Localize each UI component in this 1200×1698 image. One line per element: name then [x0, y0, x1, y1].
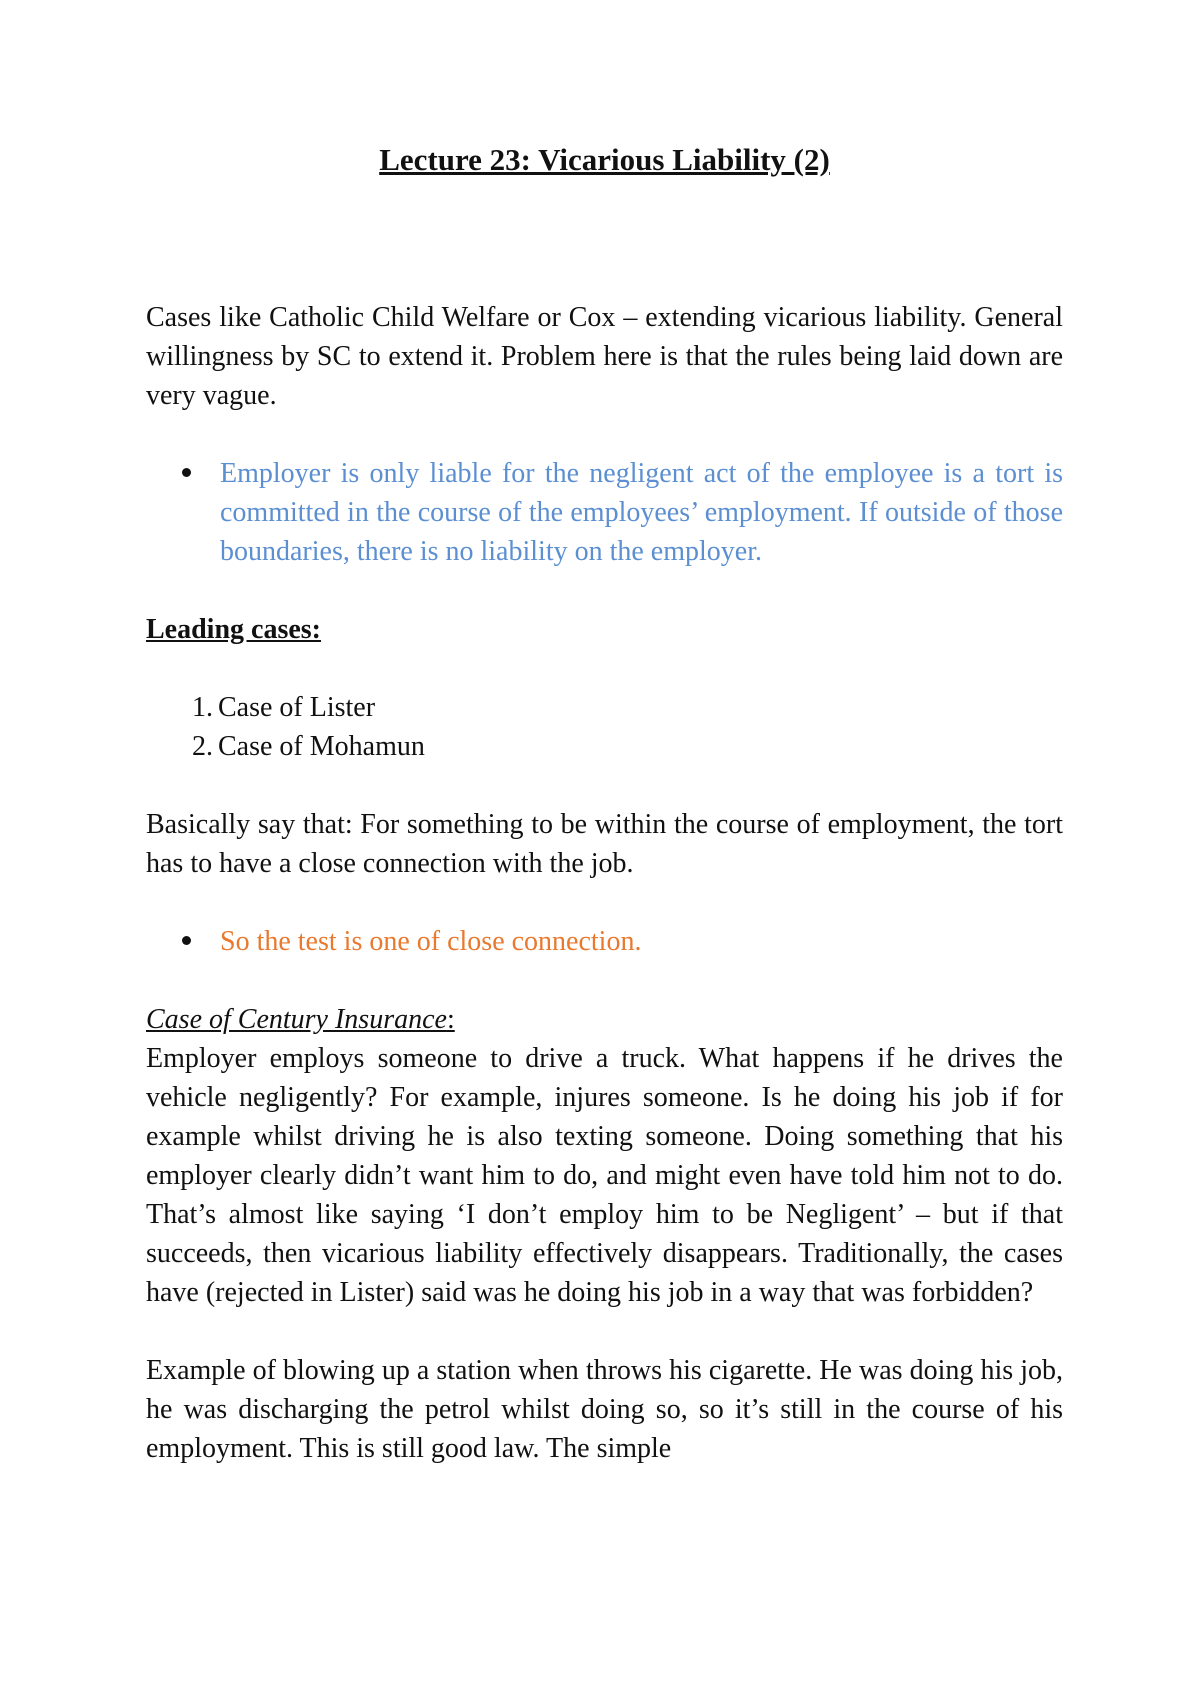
bullet-item-employer	[220, 454, 1063, 571]
intro-paragraph: Cases like Catholic Child Welfare or Cox – extending vicarious liability. General willingness by SC to extend it. Problem here is that the rules being laid down are very vague.	[146, 302, 1063, 411]
cases-list	[146, 688, 1063, 766]
bullet-item-test	[220, 922, 1063, 961]
list-number: 2.	[192, 731, 213, 762]
century-insurance-heading-line	[146, 1000, 1063, 1039]
bullet-list-test	[146, 922, 1063, 961]
example-paragraph: Example of blowing up a station when throws his cigarette. He was doing his job, he was discharging the petrol whilst doing so, so it’s still in the course of his employment. This is still good law. The simple	[146, 1355, 1063, 1464]
basically-paragraph: Basically say that: For something to be within the course of employment, the tort has to have a close connection with the job.	[146, 809, 1063, 879]
list-item-case-2	[192, 727, 1063, 766]
list-number: 1.	[192, 692, 213, 723]
page-title: Lecture 23: Vicarious Liability (2)	[379, 142, 830, 177]
bullet-text-employer: Employer is only liable for the negligent act of the employee is a tort is committed in the course of the employees’ employment. If outside of those boundaries, there is no liability on the employer.	[220, 458, 1063, 567]
list-item-text: Case of Lister	[218, 692, 376, 723]
bullet-list-employer	[146, 454, 1063, 571]
century-insurance-heading: Case of Century Insurance	[146, 1004, 447, 1035]
century-insurance-colon: :	[446, 1004, 455, 1035]
bullet-dot-icon	[182, 936, 191, 945]
bullet-dot-icon	[182, 468, 191, 477]
list-item-case-1	[192, 688, 1063, 727]
leading-cases-heading: Leading cases:	[146, 614, 321, 645]
bullet-text-test: So the test is one of close connection.	[220, 926, 642, 957]
century-insurance-paragraph: Employer employs someone to drive a truck. What happens if he drives the vehicle negligently? For example, injures someone. Is he doing his job if for example whilst driving he is also texting someone. Doing something that his employer clearly didn’t want him to do, and might even have told him not to do. That’s almost like saying ‘I don’t employ him to be Negligent’ – but if that succeeds, then vicarious liability effectively disappears. Traditionally, the cases have (rejected in Lister) said was he doing his job in a way that was forbidden?	[146, 1043, 1063, 1308]
list-item-text: Case of Mohamun	[218, 731, 425, 762]
